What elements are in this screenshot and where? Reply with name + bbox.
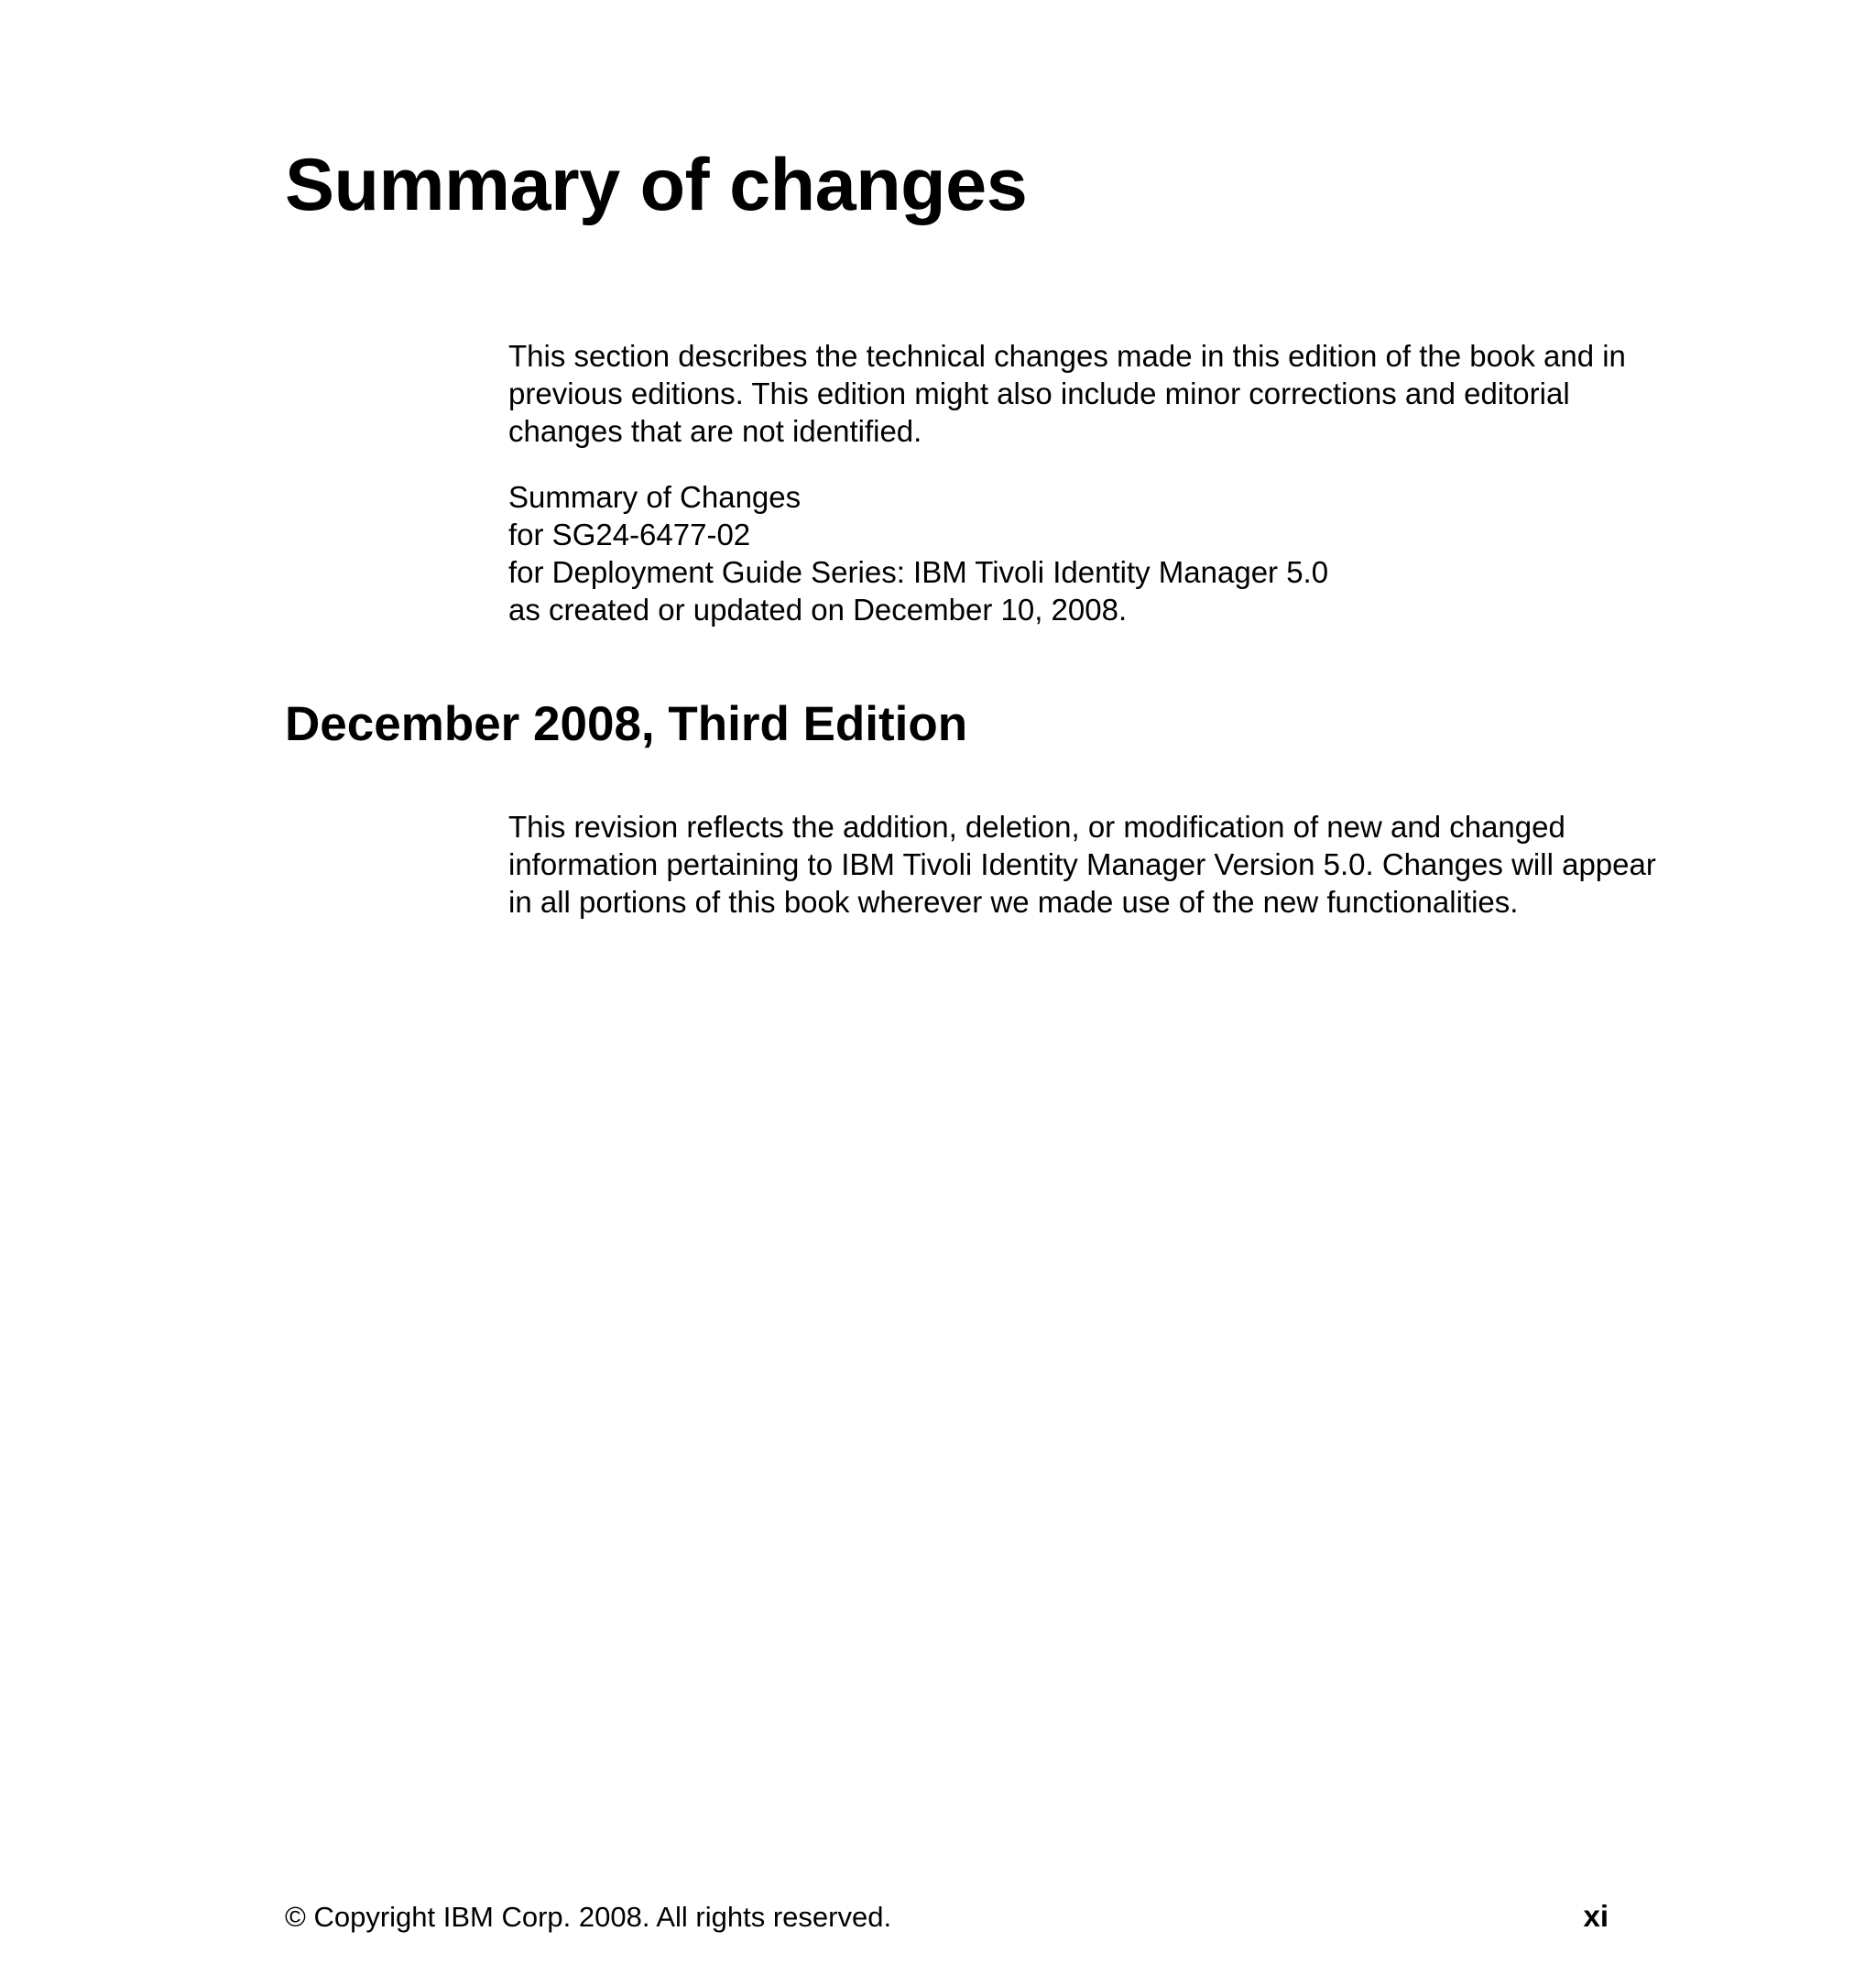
intro-paragraph: This section describes the technical changes made in this edition of the book and in previous editions. This edition might also include minor corrections and editorial changes that are not identified. xyxy=(508,339,1626,448)
page-title: Summary of changes xyxy=(285,144,1028,226)
summary-line: for Deployment Guide Series: IBM Tivoli Identity Manager 5.0 xyxy=(508,555,1329,589)
summary-block xyxy=(508,478,1663,628)
revision-paragraph: This revision reflects the addition, deletion, or modification of new and changed information pertaining to IBM Tivoli Identity Manager Version 5.0. Changes will appear in all portions of this book wherever we made use of the new functionalities. xyxy=(508,810,1656,919)
summary-line: Summary of Changes xyxy=(508,480,802,514)
page-number: xi xyxy=(1583,1899,1609,1933)
copyright-notice: © Copyright IBM Corp. 2008. All rights reserved. xyxy=(285,1901,892,1933)
page-footer xyxy=(285,1899,1609,1934)
summary-line: for SG24-6477-02 xyxy=(508,518,751,551)
section-heading: December 2008, Third Edition xyxy=(285,697,968,751)
summary-line: as created or updated on December 10, 2008. xyxy=(508,593,1128,627)
